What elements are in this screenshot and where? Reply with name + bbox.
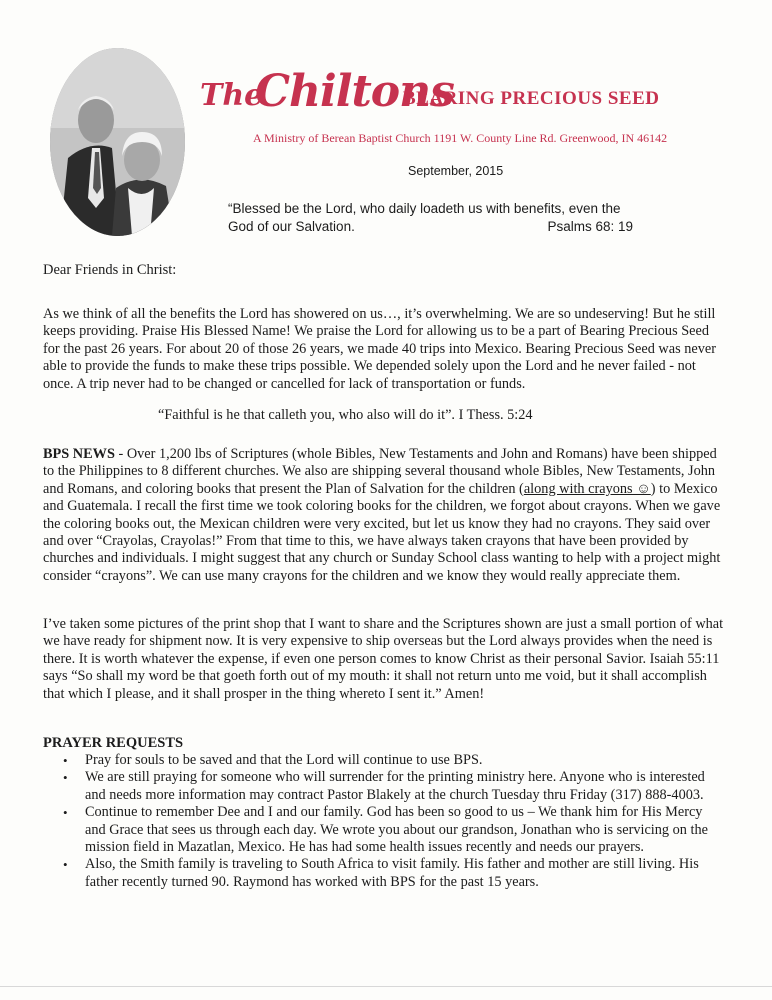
- couple-photo: [50, 48, 185, 236]
- verse-thessalonians: “Faithful is he that calleth you, who also will do it”. I Thess. 5:24: [158, 407, 533, 423]
- prayer-requests-heading: PRAYER REQUESTS: [43, 735, 184, 751]
- list-item: • Pray for souls to be saved and that the Lord will continue to use BPS.: [43, 752, 725, 769]
- masthead-name: Chiltons: [255, 66, 454, 117]
- paragraph-bps-news: [43, 446, 725, 585]
- page-edge-divider: [0, 986, 772, 987]
- quote-text: “Blessed be the Lord, who daily loadeth us with benefits, even the God of our Salvation.: [228, 201, 621, 234]
- bps-news-underlined: along with crayons ☺: [523, 480, 651, 497]
- header-quote: [228, 200, 633, 236]
- masthead-tagline: BEARING PRECIOUS SEED: [403, 88, 660, 109]
- couple-photo-image: [50, 48, 185, 236]
- masthead: [200, 68, 760, 128]
- list-item: • We are still praying for someone who will surrender for the printing ministry here. Anyone who is interested and needs more information may contract Pastor Blakely at the church Tuesday thru Friday (317) 888-4003.: [43, 769, 725, 804]
- bps-news-text-b: ) to Mexico and Guatemala. I recall the first time we took coloring books for the children, we forgot about crayons. When we gave the coloring books out, the Mexican children were very excited, but let us know they had no crayons. They said over and over “Crayolas, Crayolas!” From that time to this, we have always taken crayons that have been provided by churches and individuals. I might suggest that any church or Sunday School class wanting to help with a project might consider “crayons”. We can use many crayons for the children and we know they would really appreciate them.: [43, 480, 721, 584]
- paragraph-print-shop: I’ve taken some pictures of the print shop that I want to share and the Scriptures shown are just a small portion of what we have ready for shipment now. It is very expensive to ship overseas but the Lord always provides when the need is there. It is worth whatever the expense, if even one person comes to know Christ as their personal Savior. Isaiah 55:11 says “So shall my word be that goeth forth out of my mouth: it shall not return unto me void, but it shall accomplish that which I please, and it shall prosper in the thing whereto I sent it.” Amen!: [43, 616, 724, 702]
- list-item: • Continue to remember Dee and I and our family. God has been so good to us – We thank him for His Mercy and Grace that sees us through each day. We wrote you about our grandson, Jonathan who is servicing on the mission field in Mazatlan, Mexico. He has had some health issues recently and needs our prayers.: [43, 804, 725, 856]
- newsletter-date: September, 2015: [408, 164, 504, 178]
- bps-news-text-a: - Over 1,200 lbs of Scriptures (whole Bibles, New Testaments and John and Romans) have been shipped to the Philippines to 8 different churches. We also are shipping several thousand whole Bibles, New Testaments, John and Romans, and coloring books that present the Plan of Salvation for the children (: [43, 446, 717, 497]
- masthead-the: The: [200, 78, 264, 113]
- salutation: Dear Friends in Christ:: [43, 262, 177, 278]
- ministry-line: A Ministry of Berean Baptist Church 1191 W. County Line Rd. Greenwood, IN 46142: [253, 131, 668, 145]
- bps-news-label: BPS NEWS: [43, 446, 115, 462]
- list-item: • Also, the Smith family is traveling to South Africa to visit family. His father and mother are still living. His father recently turned 90. Raymond has worked with BPS for the past 15 years.: [43, 856, 725, 891]
- quote-reference: Psalms 68: 19: [547, 219, 633, 234]
- prayer-requests-list: [43, 752, 725, 891]
- paragraph-benefits: As we think of all the benefits the Lord has showered on us…, it’s overwhelming. We are so undeserving! But he still keeps providing. Praise His Blessed Name! We praise the Lord for allowing us to be a part of Bearing Precious Seed for the past 26 years. For about 20 of those 26 years, we made 40 trips into Mexico. Bearing Precious Seed was never able to provide the funds to make these trips possible. We depended solely upon the Lord and he never failed - not once. A trip never had to be changed or cancelled for lack of transportation or funds.: [43, 306, 716, 392]
